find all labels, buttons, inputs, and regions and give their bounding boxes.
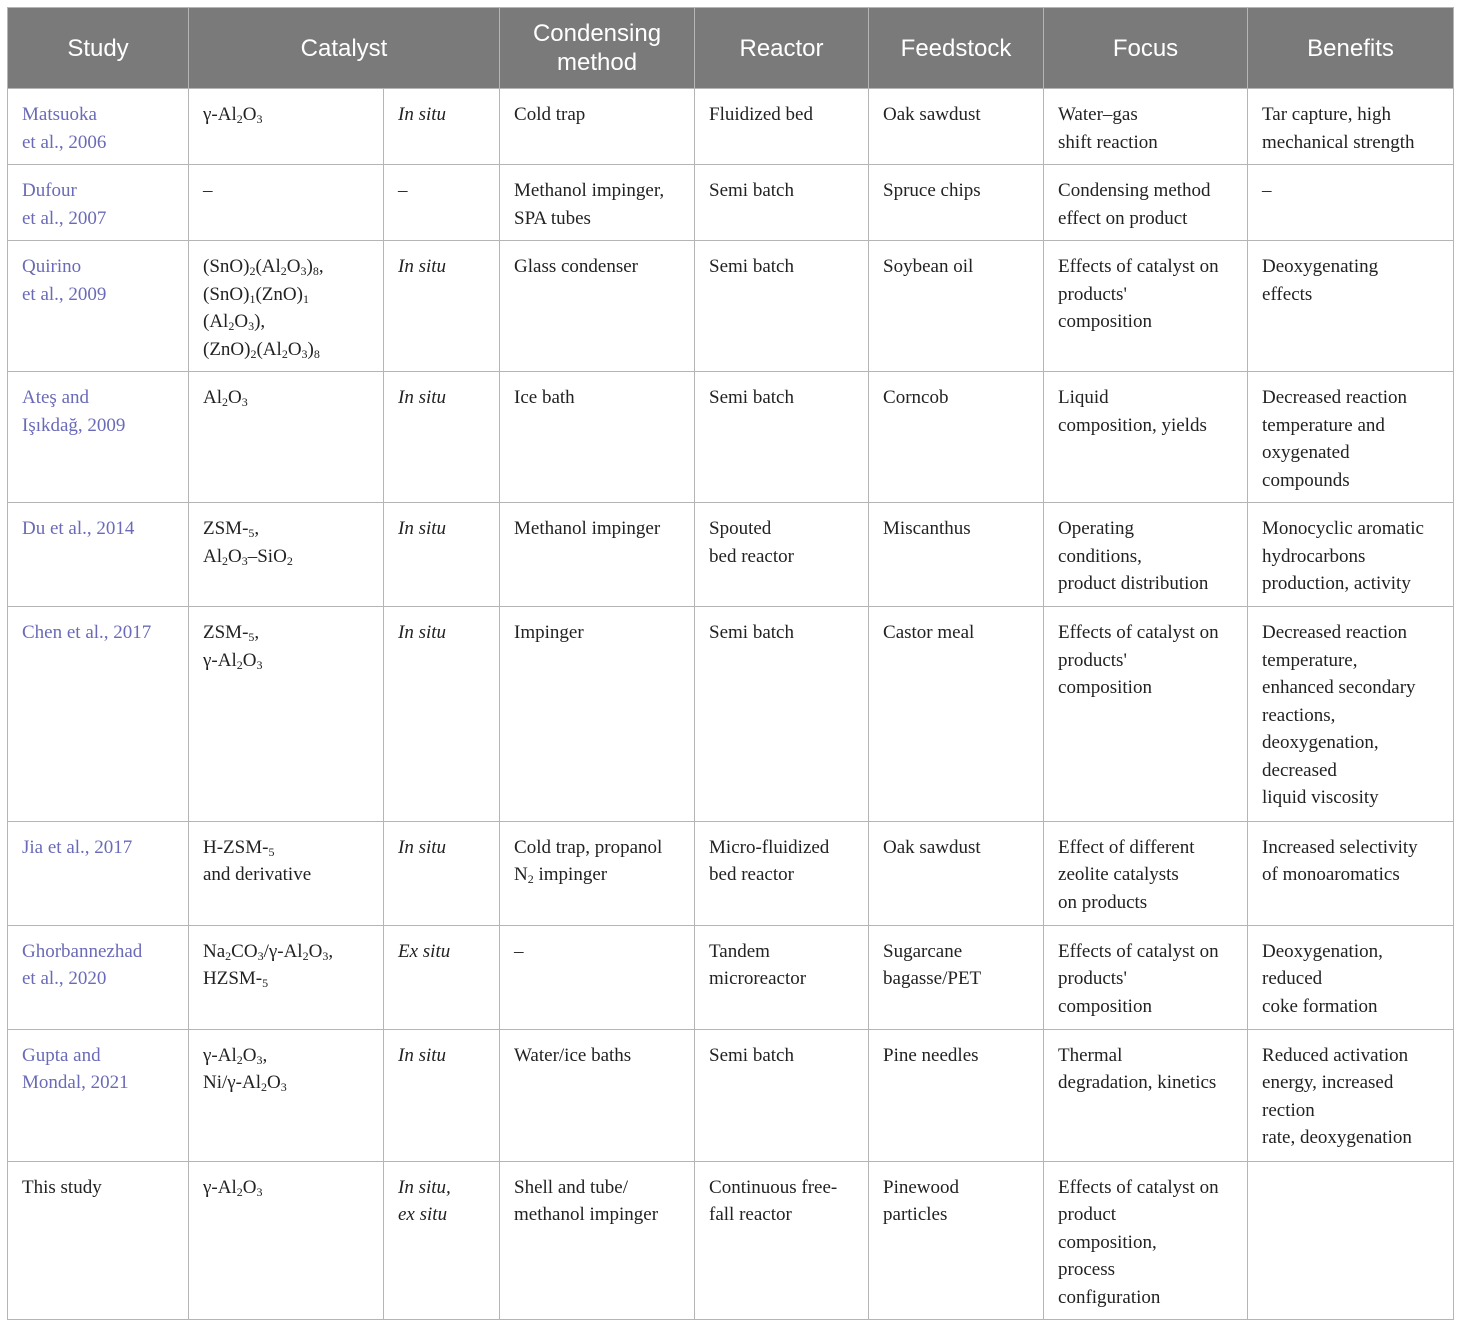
header-focus: Focus [1044, 8, 1248, 89]
feedstock-cell: Soybean oil [869, 241, 1044, 372]
benefits-cell: Deoxygenation, reduced coke formation [1248, 925, 1454, 1029]
table-row [8, 241, 1454, 372]
catalyst-mode-cell: – [384, 165, 500, 241]
catalyst-cell: $\gamma-Al_2O_3$, $Ni/\gamma-Al_2O_3$ [189, 1029, 384, 1161]
feedstock-cell: Castor meal [869, 607, 1044, 821]
focus-cell: Condensing method effect on product [1044, 165, 1248, 241]
catalyst-cell: $Al_2O_3$ [189, 372, 384, 503]
catalyst-mode-cell: In situ [384, 1029, 500, 1161]
condensing-method-cell: Cold trap, propanol $N_2$ impinger [500, 821, 695, 925]
catalyst-mode-cell: In situ [384, 821, 500, 925]
catalyst-mode-cell: In situ, ex situ [384, 1161, 500, 1319]
benefits-cell: Tar capture, high mechanical strength [1248, 89, 1454, 165]
benefits-cell: Decreased reaction temperature and oxygenated compounds [1248, 372, 1454, 503]
condensing-method-cell: – [500, 925, 695, 1029]
feedstock-cell: Oak sawdust [869, 821, 1044, 925]
reactor-cell: Micro-fluidized bed reactor [695, 821, 869, 925]
study-cell[interactable]: Du et al., 2014 [8, 503, 189, 607]
table-row [8, 607, 1454, 821]
focus-cell: Thermal degradation, kinetics [1044, 1029, 1248, 1161]
study-cell: This study [8, 1161, 189, 1319]
benefits-cell: Deoxygenating effects [1248, 241, 1454, 372]
table-row [8, 165, 1454, 241]
condensing-method-cell: Glass condenser [500, 241, 695, 372]
catalyst-mode-cell: Ex situ [384, 925, 500, 1029]
feedstock-cell: Oak sawdust [869, 89, 1044, 165]
catalyst-cell: $(SnO)_2(Al_2O_3)_8$, $(SnO)_1(ZnO)_1$ $(Al_2O_3)$, $(ZnO)_2(Al_2O_3)_8$ [189, 241, 384, 372]
focus-cell: Water–gas shift reaction [1044, 89, 1248, 165]
feedstock-cell: Miscanthus [869, 503, 1044, 607]
table-row [8, 503, 1454, 607]
focus-cell: Effects of catalyst on products' composition [1044, 607, 1248, 821]
condensing-method-cell: Methanol impinger, SPA tubes [500, 165, 695, 241]
table-row [8, 89, 1454, 165]
focus-cell: Operating conditions, product distribution [1044, 503, 1248, 607]
catalyst-cell: $H-ZSM-_5$ and derivative [189, 821, 384, 925]
catalyst-mode-cell: In situ [384, 372, 500, 503]
header-feedstock: Feedstock [869, 8, 1044, 89]
study-cell[interactable]: Matsuoka et al., 2006 [8, 89, 189, 165]
study-cell[interactable]: Gupta and Mondal, 2021 [8, 1029, 189, 1161]
catalyst-cell: $\gamma-Al_2O_3$ [189, 89, 384, 165]
table-row [8, 925, 1454, 1029]
feedstock-cell: Corncob [869, 372, 1044, 503]
study-cell[interactable]: Ghorbannezhad et al., 2020 [8, 925, 189, 1029]
comparison-table [7, 7, 1454, 1320]
catalyst-mode-cell: In situ [384, 607, 500, 821]
header-benefits: Benefits [1248, 8, 1454, 89]
study-cell[interactable]: Ateş and Işıkdağ, 2009 [8, 372, 189, 503]
catalyst-cell: $\gamma-Al_2O_3$ [189, 1161, 384, 1319]
reactor-cell: Semi batch [695, 607, 869, 821]
condensing-method-cell: Cold trap [500, 89, 695, 165]
focus-cell: Effects of catalyst on product composition, process configuration [1044, 1161, 1248, 1319]
catalyst-cell: ZSM-$_5$, $\gamma-Al_2O_3$ [189, 607, 384, 821]
study-cell[interactable]: Chen et al., 2017 [8, 607, 189, 821]
benefits-cell: – [1248, 165, 1454, 241]
table-row [8, 1029, 1454, 1161]
catalyst-mode-cell: In situ [384, 241, 500, 372]
header-condensing-method: Condensing method [500, 8, 695, 89]
reactor-cell: Semi batch [695, 372, 869, 503]
benefits-cell: Reduced activation energy, increased rection rate, deoxygenation [1248, 1029, 1454, 1161]
reactor-cell: Semi batch [695, 1029, 869, 1161]
header-catalyst: Catalyst [189, 8, 500, 89]
catalyst-mode-cell: In situ [384, 503, 500, 607]
reactor-cell: Semi batch [695, 241, 869, 372]
catalyst-cell: $Na_2CO_3/\gamma-Al_2O_3$, HZSM-$_5$ [189, 925, 384, 1029]
reactor-cell: Spouted bed reactor [695, 503, 869, 607]
table-row [8, 372, 1454, 503]
header-study: Study [8, 8, 189, 89]
focus-cell: Liquid composition, yields [1044, 372, 1248, 503]
feedstock-cell: Sugarcane bagasse/PET [869, 925, 1044, 1029]
condensing-method-cell: Ice bath [500, 372, 695, 503]
catalyst-cell: – [189, 165, 384, 241]
condensing-method-cell: Shell and tube/ methanol impinger [500, 1161, 695, 1319]
table-row [8, 821, 1454, 925]
header-row [8, 8, 1454, 89]
feedstock-cell: Pinewood particles [869, 1161, 1044, 1319]
benefits-cell [1248, 1161, 1454, 1319]
reactor-cell: Continuous free- fall reactor [695, 1161, 869, 1319]
header-reactor: Reactor [695, 8, 869, 89]
focus-cell: Effects of catalyst on products' composition [1044, 925, 1248, 1029]
study-cell[interactable]: Jia et al., 2017 [8, 821, 189, 925]
condensing-method-cell: Impinger [500, 607, 695, 821]
reactor-cell: Tandem microreactor [695, 925, 869, 1029]
feedstock-cell: Pine needles [869, 1029, 1044, 1161]
reactor-cell: Semi batch [695, 165, 869, 241]
benefits-cell: Decreased reaction temperature, enhanced secondary reactions, deoxygenation, decreased liquid viscosity [1248, 607, 1454, 821]
condensing-method-cell: Methanol impinger [500, 503, 695, 607]
benefits-cell: Monocyclic aromatic hydrocarbons production, activity [1248, 503, 1454, 607]
benefits-cell: Increased selectivity of monoaromatics [1248, 821, 1454, 925]
catalyst-cell: ZSM-$_5$, $Al_2O_3-SiO_2$ [189, 503, 384, 607]
focus-cell: Effect of different zeolite catalysts on products [1044, 821, 1248, 925]
condensing-method-cell: Water/ice baths [500, 1029, 695, 1161]
study-cell[interactable]: Dufour et al., 2007 [8, 165, 189, 241]
study-cell[interactable]: Quirino et al., 2009 [8, 241, 189, 372]
focus-cell: Effects of catalyst on products' composition [1044, 241, 1248, 372]
feedstock-cell: Spruce chips [869, 165, 1044, 241]
reactor-cell: Fluidized bed [695, 89, 869, 165]
table-row [8, 1161, 1454, 1319]
catalyst-mode-cell: In situ [384, 89, 500, 165]
